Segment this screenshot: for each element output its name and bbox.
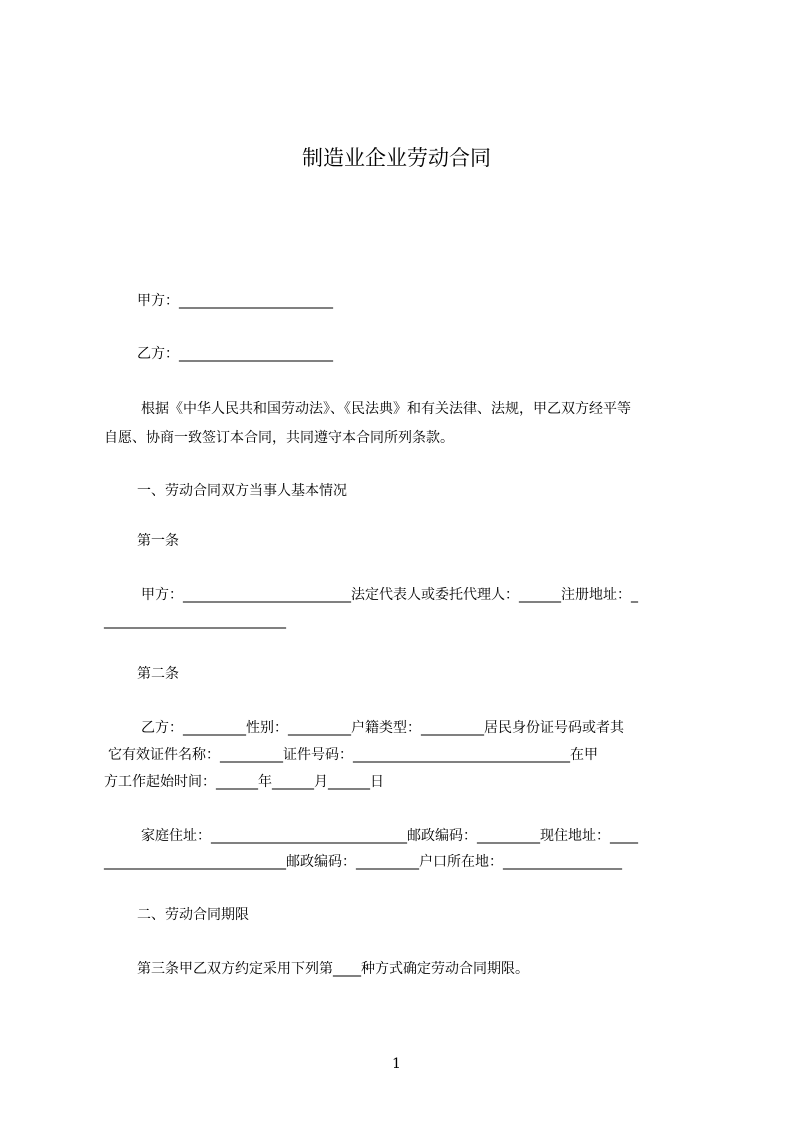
- section-1-heading: 一、劳动合同双方当事人基本情况: [137, 483, 347, 499]
- section-2-heading: 二、劳动合同期限: [137, 907, 249, 923]
- article-2-line-1: 乙方：_________性别：_________户籍类型：_________居民身份证号码或者其: [141, 720, 624, 736]
- article-2-heading: 第二条: [137, 666, 179, 682]
- preamble-line-1: 根据《中华人民共和国劳动法》、《民法典》和有关法律、法规，甲乙双方经平等: [141, 401, 631, 417]
- party-b-line: 乙方：______________________: [137, 346, 333, 362]
- page-number: 1: [392, 1056, 401, 1072]
- preamble-line-2: 自愿、协商一致签订本合同，共同遵守本合同所列条款。: [104, 430, 454, 446]
- article-2-line-3: 方工作起始时间：______年______月______日: [104, 774, 384, 790]
- article-3-text: 第三条甲乙双方约定采用下列第____种方式确定劳动合同期限。: [137, 961, 529, 977]
- article-1-line-2: __________________________: [104, 613, 286, 629]
- article-2-line-2: 它有效证件名称：_________证件号码：_______________________________在甲: [108, 747, 598, 763]
- article-1-line-1: 甲方：________________________法定代表人或委托代理人：______注册地址：_: [141, 587, 638, 603]
- article-1-heading: 第一条: [137, 533, 179, 549]
- address-line-2: __________________________邮政编码：_________户口所在地：_________________: [104, 854, 622, 870]
- document-title: 制造业企业劳动合同: [302, 146, 491, 170]
- address-line-1: 家庭住址：____________________________邮政编码：_________现住地址：____: [141, 828, 638, 844]
- party-a-line: 甲方：______________________: [137, 293, 333, 309]
